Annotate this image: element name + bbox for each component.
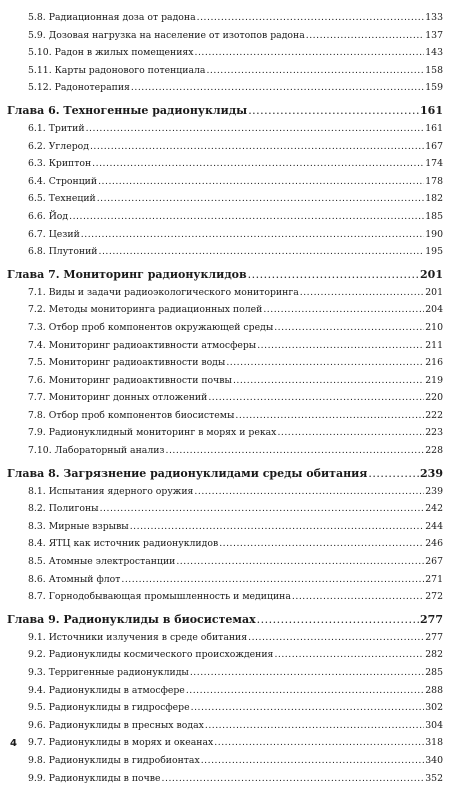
toc-entry-title: 9.1. Источники излучения в среде обитания [28,631,248,643]
toc-entry-title: 8.6. Атомный флот [28,573,121,585]
dot-leader [306,27,424,45]
toc-section-entry[interactable] [7,27,443,45]
toc-entry-page: 143 [425,47,443,59]
toc-entry-title: 7.6. Мониторинг радиоактивности почвы [28,374,232,386]
toc-section-entry[interactable] [7,699,443,717]
toc-entry-page: 167 [425,140,443,152]
dot-leader [190,664,424,682]
toc-entry-page: 178 [425,175,443,187]
toc-entry-title: 9.8. Радионуклиды в гидробионтах [28,754,200,766]
toc-entry-page: 204 [425,304,443,316]
toc-section-entry[interactable] [7,407,443,425]
toc-section-entry[interactable] [7,500,443,518]
toc-section-entry[interactable] [7,717,443,735]
toc-entry-title: 5.11. Карты радонового потенциала [28,64,206,76]
dot-leader [248,101,419,120]
dot-leader [69,208,424,226]
dot-leader [206,62,424,80]
dot-leader [219,535,424,553]
dot-leader [274,319,424,337]
dot-leader [300,284,425,302]
toc-section-entry[interactable] [7,79,443,97]
toc-entry-title: 8.2. Полигоны [28,503,99,515]
toc-entry-page: 201 [420,267,443,281]
dot-leader [201,752,425,770]
toc-entry-page: 267 [425,556,443,568]
toc-entry-page: 223 [425,427,443,439]
dot-leader [92,155,424,173]
dot-leader [277,424,424,442]
toc-section-entry[interactable] [7,770,443,787]
toc-entry-page: 242 [425,503,443,515]
toc-section-entry[interactable] [7,372,443,390]
toc-section-entry[interactable] [7,553,443,571]
toc-entry-title: 9.2. Радионуклиды космического происхождения [28,649,274,661]
toc-entry-title: 7.8. Отбор проб компонентов биосистемы [28,409,235,421]
dot-leader [226,354,424,372]
dot-leader [195,44,425,62]
toc-entry-page: 272 [425,591,443,603]
toc-entry-page: 271 [425,573,443,585]
toc-entry-page: 201 [425,286,443,298]
toc-section-entry[interactable] [7,138,443,156]
toc-entry-title: 7.1. Виды и задачи радиоэкологического мониторинга [28,286,299,298]
toc-section-entry[interactable] [7,173,443,191]
toc-section-entry[interactable] [7,518,443,536]
dot-leader [194,483,424,501]
toc-section-entry[interactable] [7,664,443,682]
toc-section-entry[interactable] [7,682,443,700]
toc-entry-page: 318 [425,737,443,749]
toc-entry-title: 6.1. Тритий [28,122,85,134]
toc-entry-page: 158 [425,64,443,76]
toc-entry-title: 9.7. Радионуклиды в морях и океанах [28,737,214,749]
dot-leader [100,500,425,518]
toc-entry-title: 8.1. Испытания ядерного оружия [28,485,194,497]
toc-entry-title: 7.4. Мониторинг радиоактивности атмосферы [28,339,257,351]
dot-leader [233,372,424,390]
toc-entry-title: 8.4. ЯТЦ как источник радионуклидов [28,538,219,550]
toc-entry-page: 195 [425,246,443,258]
toc-entry-page: 216 [425,357,443,369]
dot-leader [208,389,424,407]
toc-section-entry[interactable] [7,571,443,589]
toc-entry-page: 219 [425,374,443,386]
dot-leader [274,646,424,664]
toc-section-entry[interactable] [7,646,443,664]
dot-leader [99,243,425,261]
toc-entry-page: 244 [425,520,443,532]
dot-leader [131,79,424,97]
toc-entry-title: 7.2. Методы мониторинга радиационных полей [28,304,263,316]
toc-entry-page: 282 [425,649,443,661]
table-of-contents [7,9,443,787]
toc-entry-page: 222 [425,409,443,421]
toc-entry-title: 6.5. Технеций [28,193,96,205]
dot-leader [248,265,419,284]
dot-leader [130,518,425,536]
toc-entry-title: 9.4. Радионуклиды в атмосфере [28,684,185,696]
toc-chapter-entry[interactable] [7,464,443,483]
toc-section-entry[interactable] [7,284,443,302]
toc-entry-page: 220 [425,392,443,404]
dot-leader [368,464,419,483]
toc-entry-title: 5.10. Радон в жилых помещениях [28,47,194,59]
dot-leader [257,337,424,355]
toc-section-entry[interactable] [7,588,443,606]
toc-entry-page: 190 [425,228,443,240]
toc-entry-page: 133 [425,12,443,23]
toc-entry-page: 228 [425,445,443,457]
toc-entry-title: 6.8. Плутоний [28,246,98,258]
toc-entry-title: 9.3. Терригенные радионуклиды [28,667,189,678]
toc-entry-title: Глава 9. Радионуклиды в биосистемах [7,612,256,626]
toc-section-entry[interactable] [7,301,443,319]
toc-section-entry[interactable] [7,155,443,173]
toc-entry-title: 8.7. Горнодобывающая промышленность и медицина [28,591,291,603]
toc-chapter-entry[interactable] [7,610,443,629]
toc-entry-page: 288 [425,684,443,696]
toc-entry-page: 285 [425,667,443,678]
toc-entry-title: 6.2. Углерод [28,140,89,152]
toc-section-entry[interactable] [7,424,443,442]
toc-section-entry[interactable] [7,483,443,501]
dot-leader [97,190,425,208]
toc-entry-title: 7.3. Отбор проб компонентов окружающей среды [28,321,274,333]
toc-section-entry[interactable] [7,190,443,208]
dot-leader [81,226,424,244]
page-number: 4 [10,738,17,749]
dot-leader [257,610,419,629]
dot-leader [166,442,425,460]
dot-leader [191,699,425,717]
toc-entry-page: 239 [420,466,443,480]
toc-entry-page: 340 [425,754,443,766]
toc-entry-page: 277 [420,612,443,626]
toc-entry-title: Глава 7. Мониторинг радионуклидов [7,267,247,281]
toc-entry-title: 9.6. Радионуклиды в пресных водах [28,719,204,731]
toc-entry-title: 7.10. Лабораторный анализ [28,445,165,457]
toc-entry-page: 304 [425,719,443,731]
toc-entry-page: 246 [425,538,443,550]
toc-section-entry[interactable] [7,44,443,62]
toc-section-entry[interactable] [7,62,443,80]
toc-section-entry[interactable] [7,319,443,337]
toc-entry-page: 352 [425,772,443,784]
toc-section-entry[interactable] [7,442,443,460]
toc-entry-title: 5.8. Радиационная доза от радона [28,12,196,23]
toc-entry-title: Глава 6. Техногенные радионуклиды [7,103,248,117]
toc-entry-page: 159 [425,82,443,94]
dot-leader [176,553,424,571]
dot-leader [162,770,425,787]
toc-entry-title: 7.7. Мониторинг донных отложений [28,392,208,404]
toc-section-entry[interactable] [7,208,443,226]
dot-leader [214,734,424,752]
toc-entry-title: 7.9. Радионуклидный мониторинг в морях и реках [28,427,277,439]
toc-entry-title: 8.3. Мирные взрывы [28,520,129,532]
toc-section-entry[interactable] [7,120,443,138]
toc-section-entry[interactable] [7,535,443,553]
toc-entry-title: 7.5. Мониторинг радиоактивности воды [28,357,226,369]
toc-entry-title: 5.12. Радонотерапия [28,82,130,94]
dot-leader [235,407,424,425]
toc-entry-page: 211 [425,339,443,351]
dot-leader [98,173,424,191]
toc-entry-title: 6.6. Йод [28,210,69,222]
dot-leader [292,588,424,606]
toc-entry-page: 277 [425,631,443,643]
toc-entry-title: 8.5. Атомные электростанции [28,556,176,568]
toc-entry-page: 302 [425,702,443,714]
toc-section-entry[interactable] [7,752,443,770]
toc-section-entry[interactable] [7,337,443,355]
toc-entry-page: 185 [425,210,443,222]
toc-entry-title: 6.3. Криптон [28,158,92,170]
toc-entry-title: 5.9. Дозовая нагрузка на население от изотопов радона [28,29,305,41]
toc-entry-page: 161 [420,103,443,117]
toc-entry-page: 182 [425,193,443,205]
dot-leader [90,138,424,156]
dot-leader [186,682,424,700]
toc-entry-page: 137 [425,29,443,41]
toc-entry-page: 161 [425,122,443,134]
dot-leader [205,717,424,735]
dot-leader [86,120,425,138]
toc-section-entry[interactable] [7,226,443,244]
dot-leader [121,571,424,589]
toc-entry-title: 9.5. Радионуклиды в гидросфере [28,702,190,714]
toc-entry-title: 6.7. Цезий [28,228,80,240]
toc-entry-title: 9.9. Радионуклиды в почве [28,772,161,784]
toc-section-entry[interactable] [7,243,443,261]
toc-entry-title: 6.4. Стронций [28,175,98,187]
toc-entry-title: Глава 8. Загрязнение радионуклидами среды обитания [7,466,368,480]
toc-section-entry[interactable] [7,354,443,372]
toc-section-entry[interactable] [7,629,443,647]
toc-section-entry[interactable] [7,389,443,407]
toc-entry-page: 239 [425,485,443,497]
toc-section-entry[interactable] [7,734,443,752]
toc-chapter-entry[interactable] [7,265,443,284]
dot-leader [197,9,425,27]
toc-entry-page: 174 [425,158,443,170]
dot-leader [248,629,424,647]
toc-chapter-entry[interactable] [7,101,443,120]
toc-entry-page: 210 [425,321,443,333]
toc-section-entry[interactable] [7,9,443,27]
dot-leader [263,301,424,319]
